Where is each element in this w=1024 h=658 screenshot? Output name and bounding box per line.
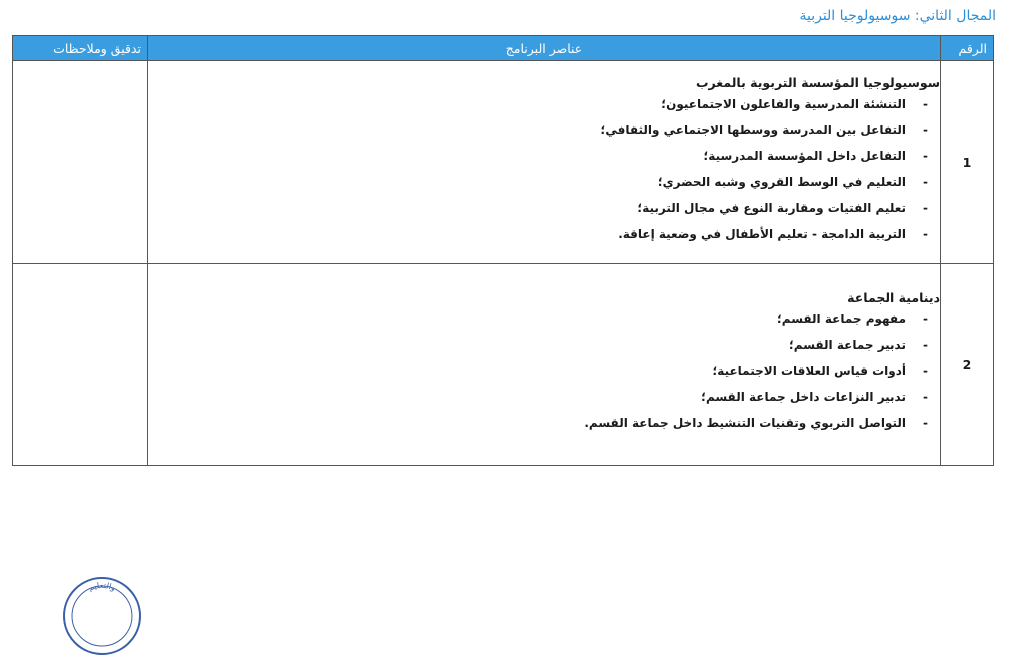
list-item-text: تدبير النزاعات داخل جماعة القسم؛	[701, 390, 906, 404]
list-item	[148, 96, 928, 112]
dash-bullet: -	[923, 148, 928, 163]
list-item-text: مفهوم جماعة القسم؛	[776, 312, 906, 326]
list-item-text: تدبير جماعة القسم؛	[788, 338, 906, 352]
dash-bullet: -	[923, 338, 928, 352]
dash-bullet: -	[923, 226, 928, 241]
svg-text:والتعليم	[87, 581, 117, 593]
list-item-text: التواصل التربوي وتقنيات التنشيط داخل جماعة القسم.	[584, 416, 906, 430]
dash-bullet: -	[923, 200, 928, 215]
list-item	[148, 122, 928, 138]
row-elements	[148, 61, 941, 264]
list-item-text: أدوات قياس العلاقات الاجتماعية؛	[712, 364, 906, 378]
row-items-list	[148, 311, 940, 431]
list-item-text: التعليم في الوسط القروي وشبه الحضري؛	[657, 174, 906, 189]
list-item	[148, 415, 928, 431]
dash-bullet: -	[923, 364, 928, 378]
section-title: المجال الثاني: سوسيولوجيا التربية	[799, 8, 996, 24]
list-item	[148, 148, 928, 164]
row-topic: دينامية الجماعة	[847, 290, 940, 305]
header-number: الرقم	[941, 36, 994, 61]
dash-bullet: -	[923, 390, 928, 404]
dash-bullet: -	[923, 174, 928, 189]
seal-text: والتعليم	[87, 580, 117, 593]
header-elements: عناصر البرنامج	[148, 36, 941, 61]
list-item	[148, 174, 928, 190]
list-item	[148, 311, 928, 327]
row-number: 2	[941, 264, 994, 466]
dash-bullet: -	[923, 122, 928, 137]
dash-bullet: -	[923, 416, 928, 430]
list-item	[148, 200, 928, 216]
list-item	[148, 389, 928, 405]
list-item	[148, 363, 928, 379]
list-item-text: التنشئة المدرسية والفاعلون الاجتماعيون؛	[661, 96, 906, 111]
row-notes	[13, 61, 148, 264]
header-notes: تدقيق وملاحظات	[13, 36, 148, 61]
program-table	[12, 35, 994, 466]
list-item-text: التربية الدامجة - تعليم الأطفال في وضعية إعاقة.	[618, 226, 906, 241]
list-item-text: تعليم الفتيات ومقاربة النوع في مجال التربية؛	[637, 200, 906, 215]
row-number: 1	[941, 61, 994, 264]
list-item	[148, 226, 928, 242]
list-item-text: التفاعل بين المدرسة ووسطها الاجتماعي والثقافي؛	[600, 122, 906, 137]
dash-bullet: -	[923, 96, 928, 111]
table-row	[13, 264, 994, 466]
row-elements	[148, 264, 941, 466]
official-seal-icon	[60, 574, 144, 658]
list-item-text: التفاعل داخل المؤسسة المدرسية؛	[703, 148, 906, 163]
table-header-row	[13, 36, 994, 61]
row-items-list	[148, 96, 940, 242]
list-item	[148, 337, 928, 353]
row-topic: سوسيولوجيا المؤسسة التربوية بالمغرب	[695, 74, 940, 90]
row-notes	[13, 264, 148, 466]
dash-bullet: -	[923, 312, 928, 326]
table-row	[13, 61, 994, 264]
